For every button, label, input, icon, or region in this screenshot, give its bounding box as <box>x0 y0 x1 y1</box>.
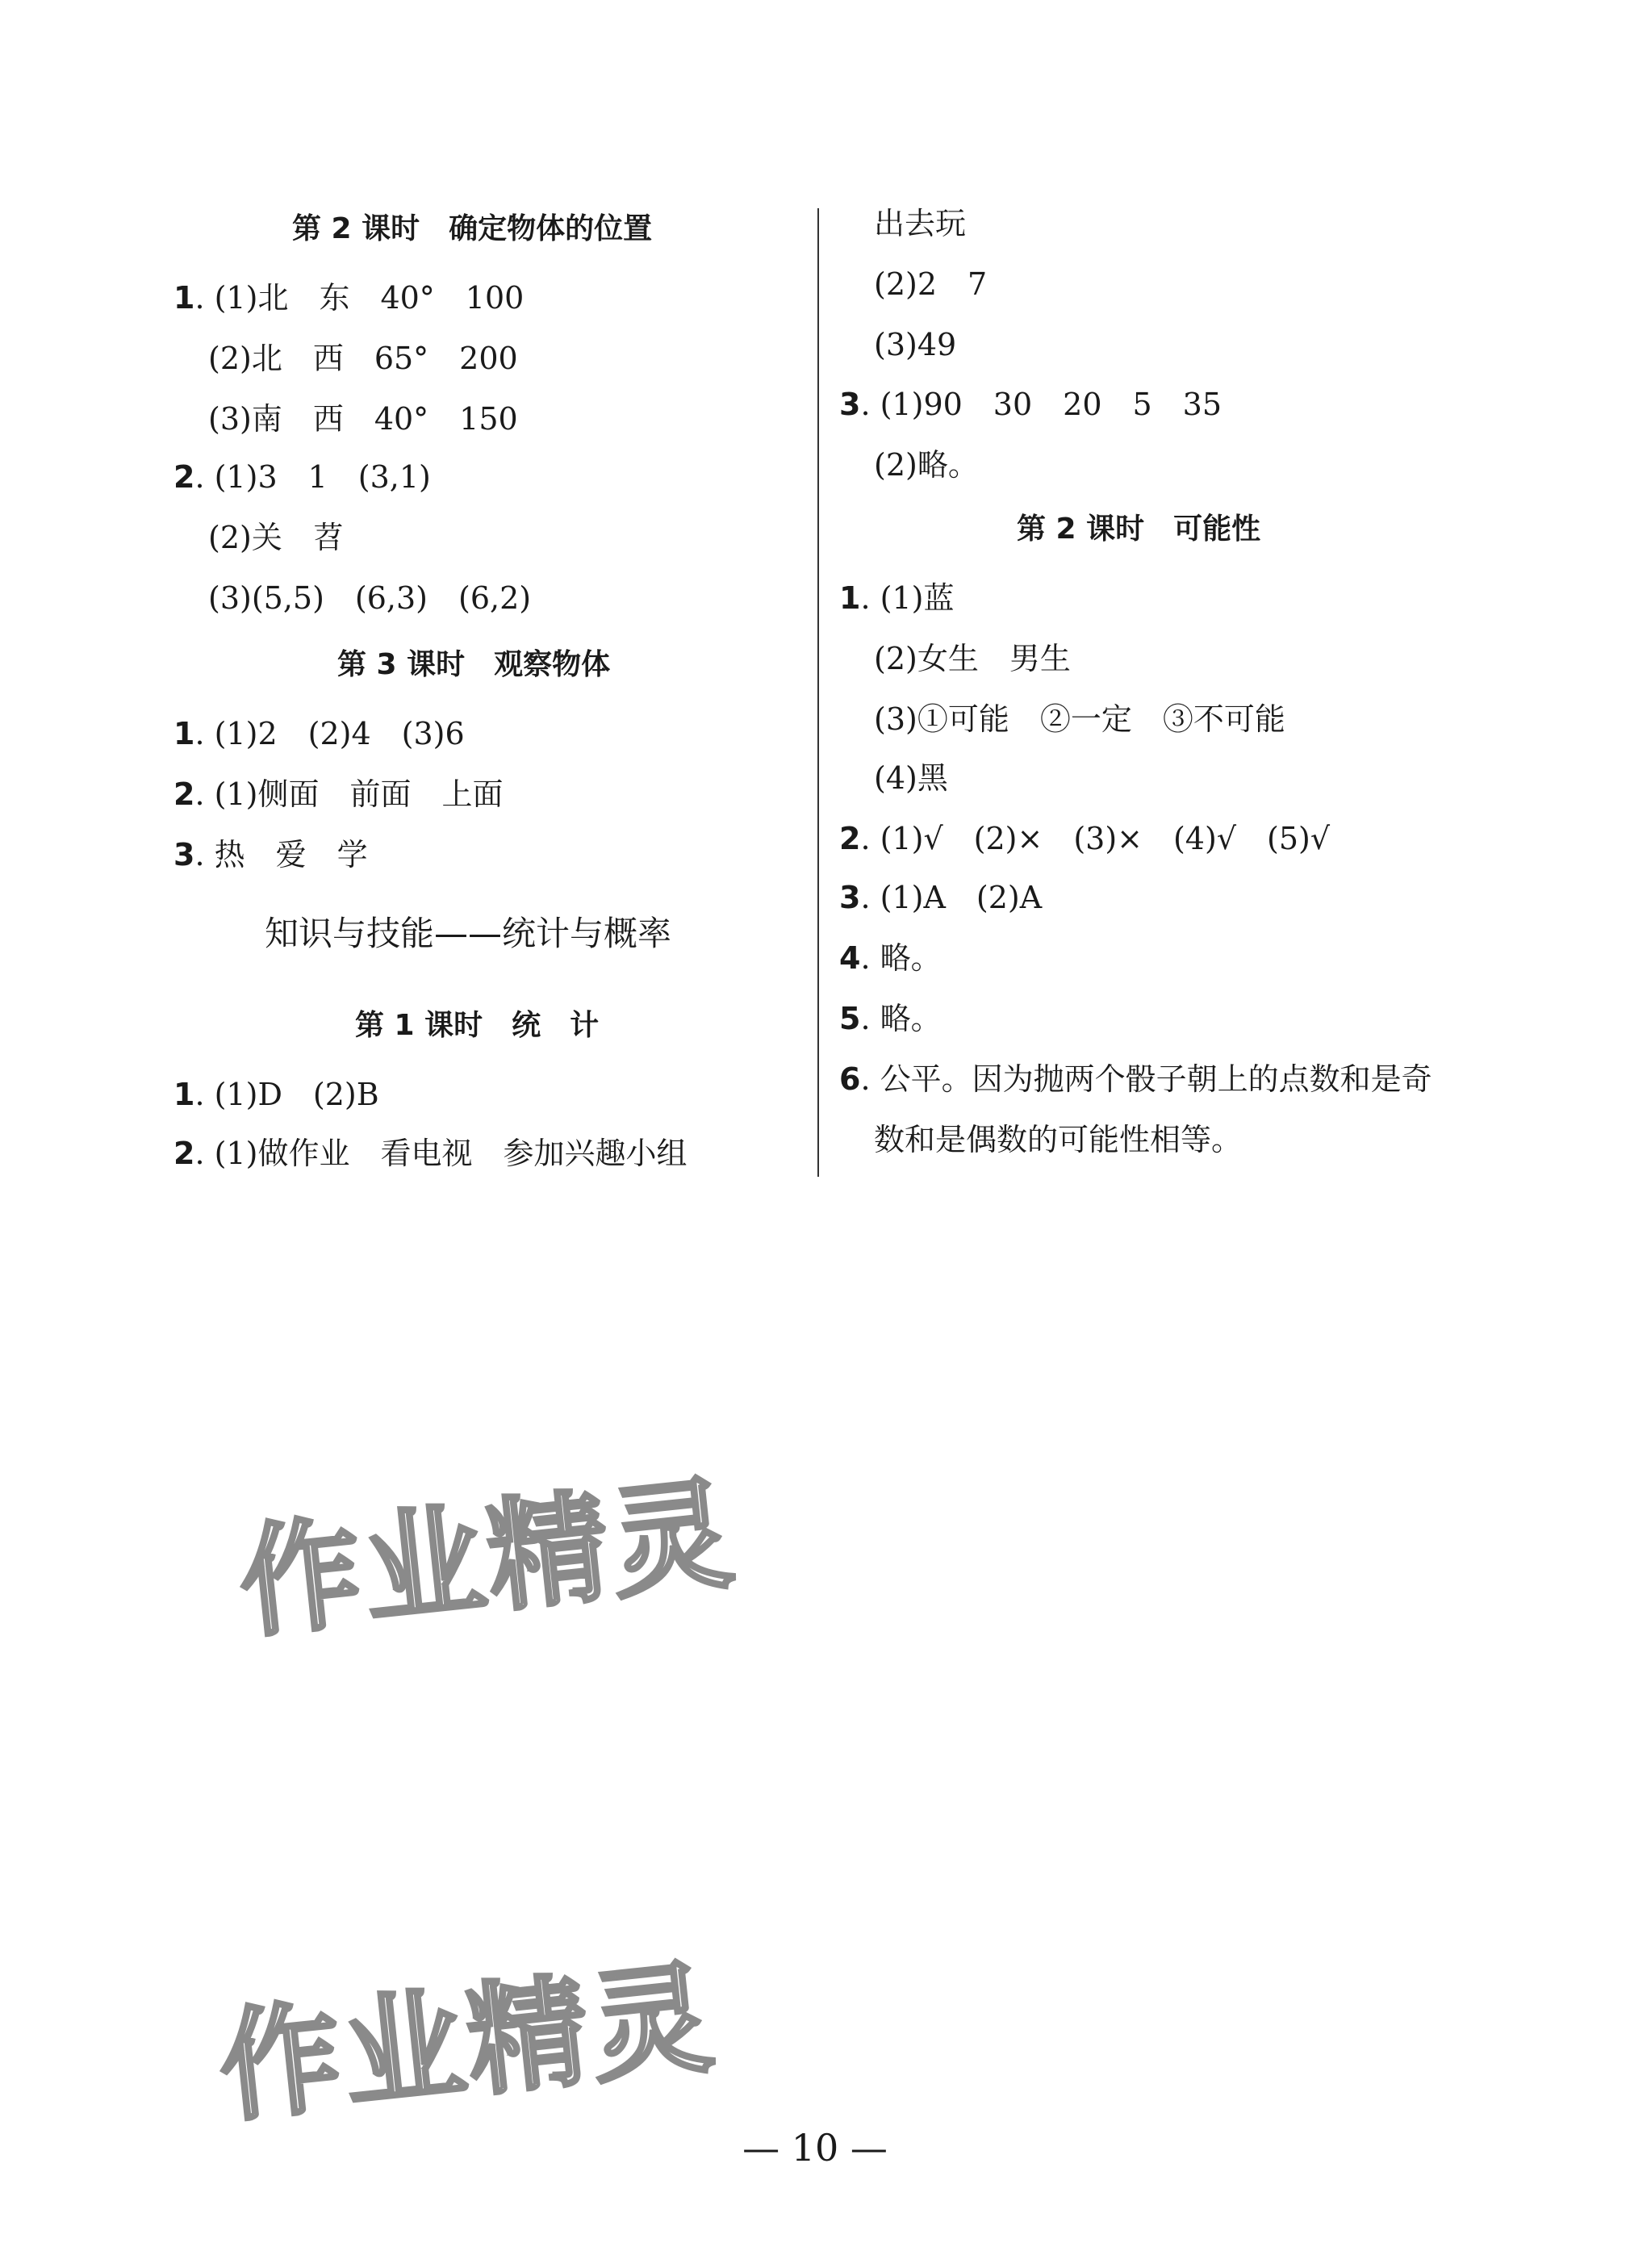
answer-text: . (1)北 东 40° 100 <box>194 280 525 316</box>
answer-line: (2)2 7 <box>874 266 988 302</box>
page-number: — 10 — <box>742 2126 888 2170</box>
answer-line <box>173 776 504 812</box>
watermark: 作业精灵 <box>213 1948 722 2140</box>
question-number: 2 <box>173 776 195 812</box>
answer-text: . (1)90 30 20 5 35 <box>860 387 1222 422</box>
answer-text: . (1)√ (2)× (3)× (4)√ (5)√ <box>860 821 1331 856</box>
answer-text: . (1)做作业 看电视 参加兴趣小组 <box>194 1136 688 1171</box>
answer-line: (4)黑 <box>874 760 948 796</box>
lesson-heading: 第 1 课时 统 计 <box>355 1009 600 1042</box>
answer-line <box>839 823 1330 854</box>
answer-line: 数和是偶数的可能性相等。 <box>874 1122 1243 1157</box>
answer-text: . (1)2 (2)4 (3)6 <box>194 716 465 751</box>
answer-line <box>839 940 942 976</box>
lesson-heading: 第 2 课时 可能性 <box>1017 513 1261 546</box>
section-title: 知识与技能——统计与概率 <box>265 914 672 953</box>
answer-text: . (1)D (2)B <box>194 1077 379 1112</box>
question-number: 2 <box>173 459 195 495</box>
answer-line <box>839 580 955 616</box>
answer-line <box>839 882 1042 913</box>
answer-line <box>839 1003 942 1034</box>
column-divider <box>817 208 819 1177</box>
question-number: 3 <box>173 837 195 872</box>
answer-line: (2)关 苕 <box>208 520 344 555</box>
lesson-heading: 第 3 课时 观察物体 <box>337 648 611 681</box>
answer-line <box>173 718 465 749</box>
watermark: 作业精灵 <box>233 1463 742 1655</box>
answer-line <box>173 1079 379 1110</box>
answer-text: . 热 爱 学 <box>194 837 368 872</box>
answer-line: 出去玩 <box>874 206 967 241</box>
answer-line: (3)①可能 ②一定 ③不可能 <box>874 701 1285 737</box>
lesson-heading: 第 2 课时 确定物体的位置 <box>292 212 653 245</box>
question-number: 6 <box>839 1061 861 1097</box>
question-number: 1 <box>173 716 195 751</box>
question-number: 3 <box>839 387 861 422</box>
answer-line: (3)49 <box>874 327 957 362</box>
answer-line <box>173 839 368 870</box>
answer-line: (3)南 西 40° 150 <box>208 401 518 437</box>
answer-line: (2)北 西 65° 200 <box>208 341 518 376</box>
question-number: 1 <box>173 280 195 316</box>
answer-text: . (1)A (2)A <box>860 880 1043 915</box>
answer-text: . 略。 <box>860 1001 942 1036</box>
answer-text: . (1)侧面 前面 上面 <box>194 776 504 812</box>
answer-line: (2)女生 男生 <box>874 641 1071 676</box>
question-number: 2 <box>173 1136 195 1171</box>
answer-text: . (1)蓝 <box>860 580 955 616</box>
answer-line <box>173 459 431 495</box>
answer-line <box>173 280 525 316</box>
answer-text: . 略。 <box>860 940 942 976</box>
answer-text: . (1)3 1 (3,1) <box>194 459 431 495</box>
question-number: 1 <box>173 1077 195 1112</box>
answer-text: . 公平。因为抛两个骰子朝上的点数和是奇 <box>860 1061 1432 1097</box>
answer-line <box>839 1061 1432 1097</box>
answer-line <box>839 389 1222 420</box>
question-number: 3 <box>839 880 861 915</box>
question-number: 2 <box>839 821 861 856</box>
answer-line: (3)(5,5) (6,3) (6,2) <box>208 580 532 616</box>
question-number: 1 <box>839 580 861 616</box>
question-number: 5 <box>839 1001 861 1036</box>
answer-line <box>173 1138 687 1169</box>
question-number: 4 <box>839 940 861 976</box>
answer-line: (2)略。 <box>874 447 979 483</box>
